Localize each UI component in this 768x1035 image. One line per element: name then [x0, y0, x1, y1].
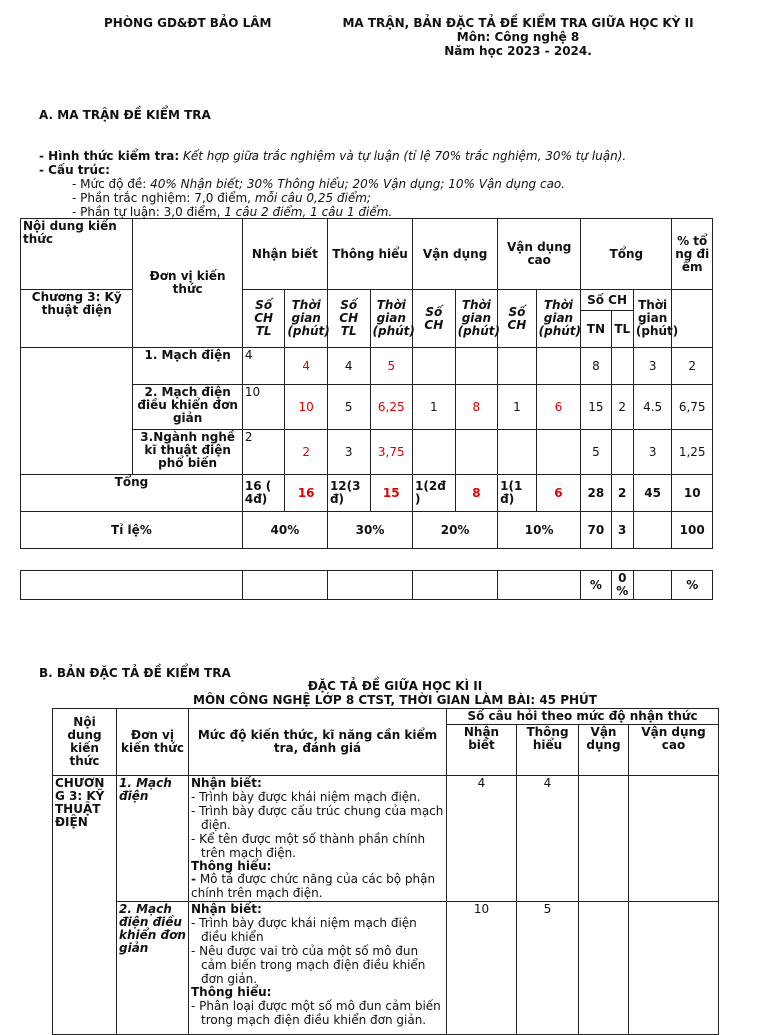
matrix-cell: 3 [327, 430, 370, 475]
extra-cell [327, 571, 412, 600]
list-item-text: Nêu được vai trò của một số mô đun cảm biến trong mạch điện điều khiển đơn giản. [199, 944, 426, 986]
th-text-content: Mô tả được chức năng của các bộ phận chính trên mạch điện. [191, 872, 436, 900]
matrix-total-label: Tổng [21, 475, 243, 512]
list-item: - Phân loại được một số mô đun cảm biến trong mạch điện điều khiển đơn giản. [191, 999, 441, 1027]
matrix-sub-total-time: Thời gian (phút) [633, 290, 672, 348]
matrix-cell: 15 [370, 475, 413, 512]
list-item: - Trình bày được khái niệm mạch điện điều khiển [191, 916, 417, 944]
matrix-cell [498, 348, 536, 385]
spec-count-th: 4 [517, 776, 579, 902]
department-name: PHÒNG GD&ĐT BẢO LÂM [104, 16, 272, 30]
matrix-cell: 10 [285, 385, 328, 430]
matrix-h-vdc: Vận dụng cao [498, 219, 581, 290]
matrix-cell: 4 [327, 348, 370, 385]
matrix-cell: 8 [455, 475, 498, 512]
matrix-unit: 3.Ngành nghề kĩ thuật điện phổ biến [133, 430, 242, 475]
matrix-chapter: Chương 3: Kỹ thuật điện [21, 290, 133, 348]
matrix-sub-vdc-soch: Số CH [498, 290, 536, 348]
matrix-cell: 1,25 [672, 430, 713, 475]
th-text: - Mô tả được chức năng của các bộ phận chính trên mạch điện. [191, 872, 436, 900]
matrix-cell: 3 [633, 430, 672, 475]
matrix-h-total: Tổng [581, 219, 672, 290]
level-prefix: - Mức độ đề: [72, 177, 151, 191]
list-item: - Kể tên được một số thành phần chính trên mạch điện. [191, 832, 426, 860]
matrix-sub-th-soch: Số CH TL [327, 290, 370, 348]
list-item: - Trình bày được cấu trúc chung của mạch điện. [191, 804, 444, 832]
matrix-h-content: Nội dung kiến thức [21, 219, 133, 290]
exam-form-label: - Hình thức kiểm tra: [39, 149, 180, 163]
matrix-cell: 8 [581, 348, 611, 385]
matrix-ratio-label: Tỉ lệ% [21, 512, 243, 549]
matrix-cell: 1 [413, 385, 456, 430]
matrix-cell: 100 [672, 512, 713, 549]
spec-h-count: Số câu hỏi theo mức độ nhận thức [447, 709, 719, 725]
mc-text: mỗi câu 0,25 điểm; [254, 191, 371, 205]
spec-h-nb: Nhận biết [447, 725, 517, 776]
matrix-table [20, 218, 713, 549]
matrix-cell: 30% [327, 512, 412, 549]
matrix-cell: 16 ( 4đ) [242, 475, 285, 512]
spec-unit: 2. Mạch điện điều khiển đơn giản [117, 902, 189, 1035]
extra-cell: % [581, 571, 611, 600]
list-item-text: Trình bày được khái niệm mạch điện. [199, 790, 421, 804]
matrix-cell: 5 [370, 348, 413, 385]
extra-cell [413, 571, 498, 600]
spec-count-th: 5 [517, 902, 579, 1035]
nb-label: Nhận biết: [191, 902, 262, 916]
matrix-cell [413, 430, 456, 475]
matrix-cell: 6 [536, 385, 581, 430]
extra-cell [21, 571, 243, 600]
level-text: 40% Nhận biết; 30% Thông hiểu; 20% Vận dụng; 10% Vận dụng cao. [150, 177, 566, 191]
list-item-text: Kể tên được một số thành phần chính trên mạch điện. [199, 832, 426, 860]
matrix-cell: 2 [672, 348, 713, 385]
matrix-sub-vdc-time: Thời gian (phút) [536, 290, 581, 348]
matrix-cell [498, 430, 536, 475]
spec-row [53, 776, 719, 902]
matrix-cell: 15 [581, 385, 611, 430]
matrix-cell: 4 [242, 348, 285, 385]
matrix-cell [611, 430, 633, 475]
matrix-cell: 2 [285, 430, 328, 475]
matrix-cell: 2 [242, 430, 285, 475]
section-b-heading: B. BẢN ĐẶC TẢ ĐỀ KIỂM TRA [39, 666, 231, 680]
extra-cell: 0 % [611, 571, 633, 600]
matrix-ratio-row [21, 512, 713, 549]
matrix-cell: 2 [611, 475, 633, 512]
matrix-h-vd: Vận dụng [413, 219, 498, 290]
spec-count-nb: 4 [447, 776, 517, 902]
matrix-cell: 5 [327, 385, 370, 430]
matrix-h-th: Thông hiểu [327, 219, 412, 290]
matrix-sub-nb-soch: Số CH TL [242, 290, 285, 348]
document-title: MA TRẬN, BẢN ĐẶC TẢ ĐỀ KIỂM TRA GIỮA HỌC KỲ II [342, 16, 694, 30]
matrix-cell [455, 348, 498, 385]
th-label: Thông hiểu: [191, 859, 272, 873]
matrix-cell: 10 [672, 475, 713, 512]
matrix-cell: 6 [536, 475, 581, 512]
extra-cell: % [672, 571, 713, 600]
matrix-sub-total-soch: Số CH [581, 290, 634, 311]
mc-line [72, 191, 371, 205]
spec-count-vdc [629, 776, 719, 902]
matrix-sub-vd-time: Thời gian (phút) [455, 290, 498, 348]
spec-unit: 1. Mạch điện [117, 776, 189, 902]
spec-row [53, 902, 719, 1035]
section-a-heading: A. MA TRẬN ĐỀ KIỂM TRA [39, 108, 211, 122]
matrix-h-pct: % tổng điểm [672, 219, 713, 290]
spec-h-content: Nội dung kiến thức [53, 709, 117, 776]
exam-form [39, 149, 739, 163]
matrix-cell: 10 [242, 385, 285, 430]
matrix-cell: 3 [611, 512, 633, 549]
list-item-text: Trình bày được cấu trúc chung của mạch điện. [199, 804, 444, 832]
matrix-sub-pct-empty [672, 290, 713, 348]
spec-table [52, 708, 719, 1035]
essay-line [72, 205, 392, 219]
matrix-cell: 20% [413, 512, 498, 549]
list-item: - Nêu được vai trò của một số mô đun cảm biến trong mạch điện điều khiển đơn giản. [191, 944, 426, 986]
spec-count-nb: 10 [447, 902, 517, 1035]
extra-row-table [20, 570, 713, 600]
spec-chapter: CHƯƠNG 3: KỸ THUẬT ĐIỆN [53, 776, 117, 1035]
school-year: Năm học 2023 - 2024. [444, 44, 592, 58]
extra-cell [242, 571, 327, 600]
matrix-cell: 12(3 đ) [327, 475, 370, 512]
matrix-cell: 6,75 [672, 385, 713, 430]
matrix-sub-tl: TL [611, 311, 633, 348]
matrix-cell [536, 430, 581, 475]
extra-cell [633, 571, 672, 600]
matrix-cell: 16 [285, 475, 328, 512]
spec-h-th: Thông hiểu [517, 725, 579, 776]
matrix-cell [413, 348, 456, 385]
subject-line: Môn: Công nghệ 8 [456, 30, 580, 44]
matrix-cell: 1 [498, 385, 536, 430]
spec-count-vd [579, 902, 629, 1035]
spec-h-vdc: Vận dụng cao [629, 725, 719, 776]
matrix-cell [536, 348, 581, 385]
spec-level-cell [189, 776, 447, 902]
nb-label: Nhận biết: [191, 776, 262, 790]
matrix-cell: 28 [581, 475, 611, 512]
matrix-sub-vd-soch: Số CH [413, 290, 456, 348]
matrix-cell: 2 [611, 385, 633, 430]
list-item-text: Phân loại được một số mô đun cảm biến trong mạch điện điều khiển đơn giản. [199, 999, 441, 1027]
matrix-cell: 70 [581, 512, 611, 549]
level-line [72, 177, 565, 191]
nb-list [191, 790, 444, 860]
matrix-row [21, 348, 713, 385]
matrix-sub-tn: TN [581, 311, 611, 348]
essay-prefix: - Phần tự luận: 3,0 điểm, [72, 205, 225, 219]
matrix-chapter-cont [21, 348, 133, 475]
matrix-cell: 3 [633, 348, 672, 385]
spec-h-vd: Vận dụng [579, 725, 629, 776]
spec-level-cell [189, 902, 447, 1035]
nb-list [191, 916, 444, 986]
matrix-cell: 3,75 [370, 430, 413, 475]
extra-cell [498, 571, 581, 600]
matrix-unit: 1. Mạch điện [133, 348, 242, 385]
essay-text: 1 câu 2 điểm, 1 câu 1 điểm. [224, 205, 393, 219]
matrix-cell: 4 [285, 348, 328, 385]
matrix-cell: 45 [633, 475, 672, 512]
list-item-text: Trình bày được khái niệm mạch điện điều khiển [199, 916, 417, 944]
matrix-cell: 4.5 [633, 385, 672, 430]
matrix-cell: 40% [242, 512, 327, 549]
spec-count-vdc [629, 902, 719, 1035]
spec-subtitle: MÔN CÔNG NGHỆ LỚP 8 CTST, THỜI GIAN LÀM BÀI: 45 PHÚT [193, 693, 597, 707]
exam-form-text: Kết hợp giữa trắc nghiệm và tự luận (tỉ lệ 70% trắc nghiệm, 30% tự luận). [179, 149, 627, 163]
spec-count-vd [579, 776, 629, 902]
list-item: - Trình bày được khái niệm mạch điện. [191, 790, 421, 804]
matrix-cell: 8 [455, 385, 498, 430]
matrix-cell [633, 512, 672, 549]
mc-prefix: - Phần trắc nghiệm: 7,0 điểm, [72, 191, 255, 205]
matrix-sub-th-time: Thời gian (phút) [370, 290, 413, 348]
matrix-cell: 10% [498, 512, 581, 549]
matrix-sub-nb-time: Thời gian (phút) [285, 290, 328, 348]
matrix-cell: 1(1 đ) [498, 475, 536, 512]
matrix-unit: 2. Mạch điện điều khiển đơn giản [133, 385, 242, 430]
th-list [191, 999, 444, 1027]
spec-h-level: Mức độ kiến thức, kĩ năng cần kiểm tra, đánh giá [189, 709, 447, 776]
matrix-cell: 6,25 [370, 385, 413, 430]
matrix-cell: 1(2đ ) [413, 475, 456, 512]
structure-label: - Cấu trúc: [39, 163, 110, 177]
matrix-total-row [21, 475, 713, 512]
matrix-cell [455, 430, 498, 475]
matrix-h-unit: Đơn vị kiến thức [133, 219, 242, 348]
matrix-h-nb: Nhận biết [242, 219, 327, 290]
matrix-cell [611, 348, 633, 385]
th-label: Thông hiểu: [191, 985, 272, 999]
spec-h-unit: Đơn vị kiến thức [117, 709, 189, 776]
spec-title: ĐẶC TẢ ĐỀ GIỮA HỌC KÌ II [307, 679, 483, 693]
matrix-cell: 5 [581, 430, 611, 475]
